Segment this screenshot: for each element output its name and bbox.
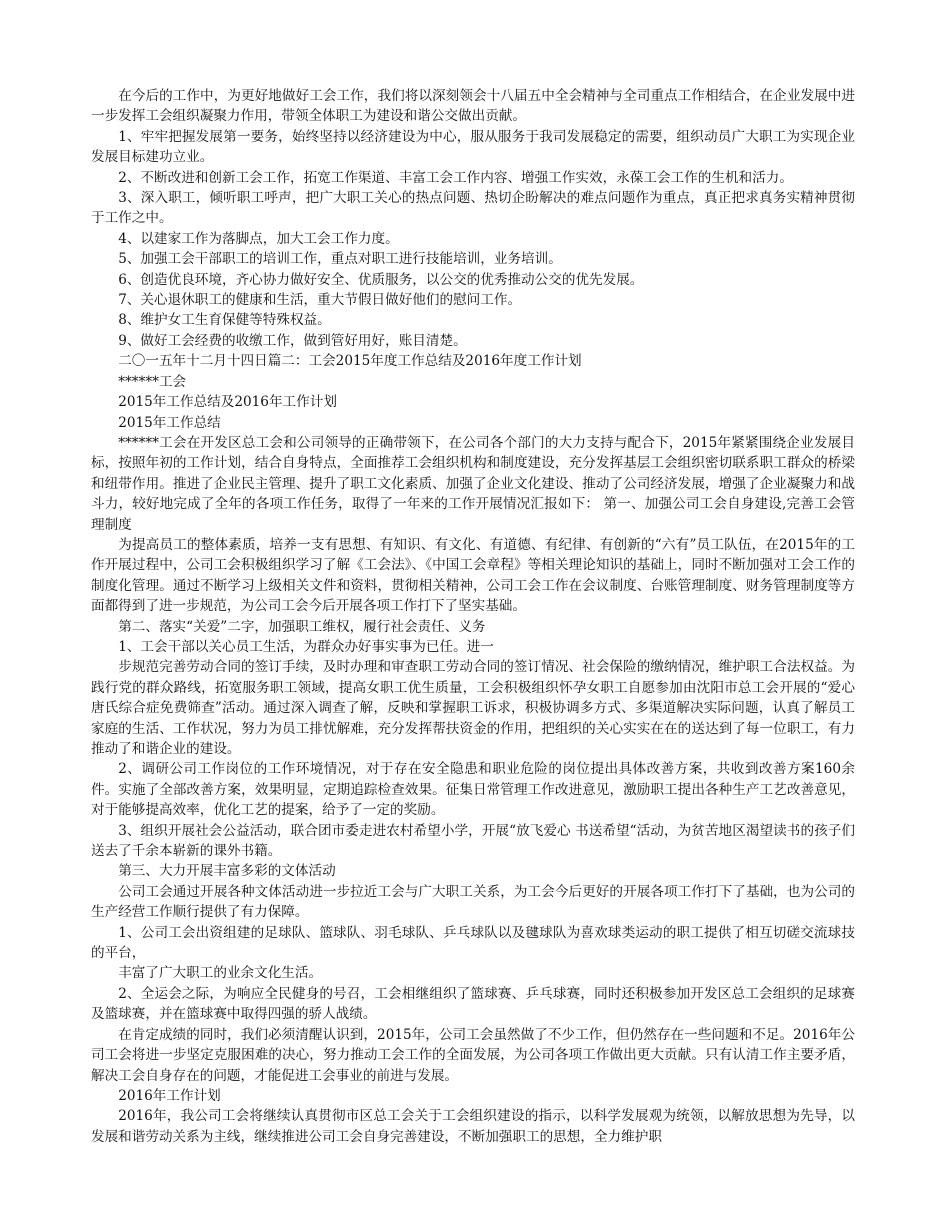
paragraph: 步规范完善劳动合同的签订手续，及时办理和审查职工劳动合同的签订情况、社会保险的缴纳情况，维护职工合法权益。为践行党的群众路线，拓宽服务职工领域，提高女职工优生质量，工会积极组织怀孕女职工自愿参加由沈阳市总工会开展的“爱心唐氏综合症免费筛查”活动。通过深入调查了解，反映和掌握职工诉求，积极协调多方式、多渠道解决实际问题，认真了解员工家庭的生活、工作状况，努力为员工排忧解难，充分发挥帮扶资金的作用，把组织的关心实实在在的送达到了每一位职工，有力推动了和谐企业的建设。 xyxy=(91,659,855,757)
paragraph: 8、维护女工生育保健等特殊权益。 xyxy=(118,312,331,329)
heading: 2015年工作总结 xyxy=(118,414,221,431)
paragraph: 3、组织开展社会公益活动，联合团市委走进农村希望小学，开展“放飞爱心 书送希望“活动，为贫苦地区渴望读书的孩子们送去了千余本崭新的课外书籍。 xyxy=(91,822,855,860)
paragraph: ******工会在开发区总工会和公司领导的正确带领下，在公司各个部门的大力支持与配合下，2015年紧紧围绕企业发展目标，按照年初的工作计划，结合自身特点，全面推荐工会组织机构和制度建设，充分发挥基层工会组织密切联系职工群众的桥梁和纽带作用。推进了企业民主管理、提升了职工文化素质、加强了企业文化建设、推动了公司经济发展，增强了企业凝聚力和战斗力，较好地完成了全年的各项工作任务，取得了一年来的工作开展情况汇报如下： 第一、加强公司工会自身建设,完善工会管理制度 xyxy=(91,434,855,533)
heading: 2015年工作总结及2016年工作计划 xyxy=(118,394,337,411)
paragraph: 2、全运会之际，为响应全民健身的号召，工会相继组织了篮球赛、乒乓球赛，同时还积极参加开发区总工会组织的足球赛及篮球赛，并在篮球赛中取得四强的骄人战绩。 xyxy=(91,985,855,1023)
paragraph: 1、公司工会出资组建的足球队、篮球队、羽毛球队、乒乓球队以及毽球队为喜欢球类运动的职工提供了相互切磋交流球技的平台， xyxy=(91,924,855,962)
paragraph: 二〇一五年十二月十四日篇二：工会2015年度工作总结及2016年度工作计划 xyxy=(118,353,582,370)
paragraph: 2、不断改进和创新工会工作，拓宽工作渠道、丰富工会工作内容、增强工作实效，永葆工会工作的生机和活力。 xyxy=(118,169,793,186)
paragraph: 5、加强工会干部职工的培训工作，重点对职工进行技能培训，业务培训。 xyxy=(118,251,562,268)
paragraph: 9、做好工会经费的收缴工作，做到管好用好，账目清楚。 xyxy=(118,332,467,349)
paragraph: 6、创造优良环境，齐心协力做好安全、优质服务，以公交的优秀推动公交的优先发展。 xyxy=(118,271,644,288)
paragraph: 2、调研公司工作岗位的工作环境情况，对于存在安全隐患和职业危险的岗位提出具体改善方案，共收到改善方案160余件。实施了全部改善方案，效果明显，定期追踪检查效果。征集日常管理工作改进意见，激励职工提出各种生产工艺改善意见，对于能够提高效率，优化工艺的提案，给予了一定的奖励。 xyxy=(91,761,855,819)
heading: 2016年工作计划 xyxy=(118,1087,221,1104)
paragraph: 在今后的工作中，为更好地做好工会工作，我们将以深刻领会十八届五中全会精神与全司重点工作相结合，在企业发展中进一步发挥工会组织凝聚力作用，带领全体职工为建设和谐公交做出贡献。 xyxy=(91,88,855,125)
paragraph: 丰富了广大职工的业余文化生活。 xyxy=(118,965,323,982)
paragraph: 1、牢牢把握发展第一要务，始终坚持以经济建设为中心，服从服务于我司发展稳定的需要，组织动员广大职工为实现企业发展目标建功立业。 xyxy=(91,128,855,166)
paragraph: 3、深入职工，倾听职工呼声，把广大职工关心的热点问题、热切企盼解决的难点问题作为重点，真正把求真务实精神贯彻于工作之中。 xyxy=(91,190,855,227)
paragraph: 在肯定成绩的同时，我们必须清醒认识到，2015年，公司工会虽然做了不少工作，但仍然存在一些问题和不足。2016年公司工会将进一步坚定克服困难的决心，努力推动工会工作的全面发展，为公司各项工作做出更大贡献。只有认清工作主要矛盾，解决工会自身存在的问题，才能促进工会事业的前进与发展。 xyxy=(91,1026,855,1084)
paragraph: 公司工会通过开展各种文体活动进一步拉近工会与广大职工关系，为工会今后更好的开展各项工作打下了基础，也为公司的生产经营工作顺行提供了有力保障。 xyxy=(91,883,855,921)
heading: 第二、落实“关爱”二字，加强职工维权，履行社会责任、义务 xyxy=(118,618,486,635)
paragraph: 4、以建家工作为落脚点，加大工会工作力度。 xyxy=(118,230,399,247)
heading: ******工会 xyxy=(118,373,187,390)
paragraph: 7、关心退休职工的健康和生活，重大节假日做好他们的慰问工作。 xyxy=(118,292,522,309)
paragraph: 2016年，我公司工会将继续认真贯彻市区总工会关于工会组织建设的指示，以科学发展观为统领，以解放思想为先导，以发展和谐劳动关系为主线，继续推进公司工会自身完善建设，不断加强职工的思想，全力维护职 xyxy=(91,1108,855,1145)
paragraph: 1、工会干部以关心员工生活，为群众办好事实事为已任。进一 xyxy=(118,638,494,655)
heading: 第三、大力开展丰富多彩的文体活动 xyxy=(118,863,336,880)
paragraph: 为提高员工的整体素质，培养一支有思想、有知识、有文化、有道德、有纪律、有创新的“六有”员工队伍，在2015年的工作开展过程中，公司工会积极组织学习了解《工会法》、《中国工会章程》等相关理论知识的基础上，同时不断加强对工会工作的制度化管理。通过不断学习上级相关文件和资料，贯彻相关精神，公司工会工作在会议制度、台账管理制度、财务管理制度等方面都得到了进一步规范，为公司工会今后开展各项工作打下了坚实基础。 xyxy=(91,536,855,615)
